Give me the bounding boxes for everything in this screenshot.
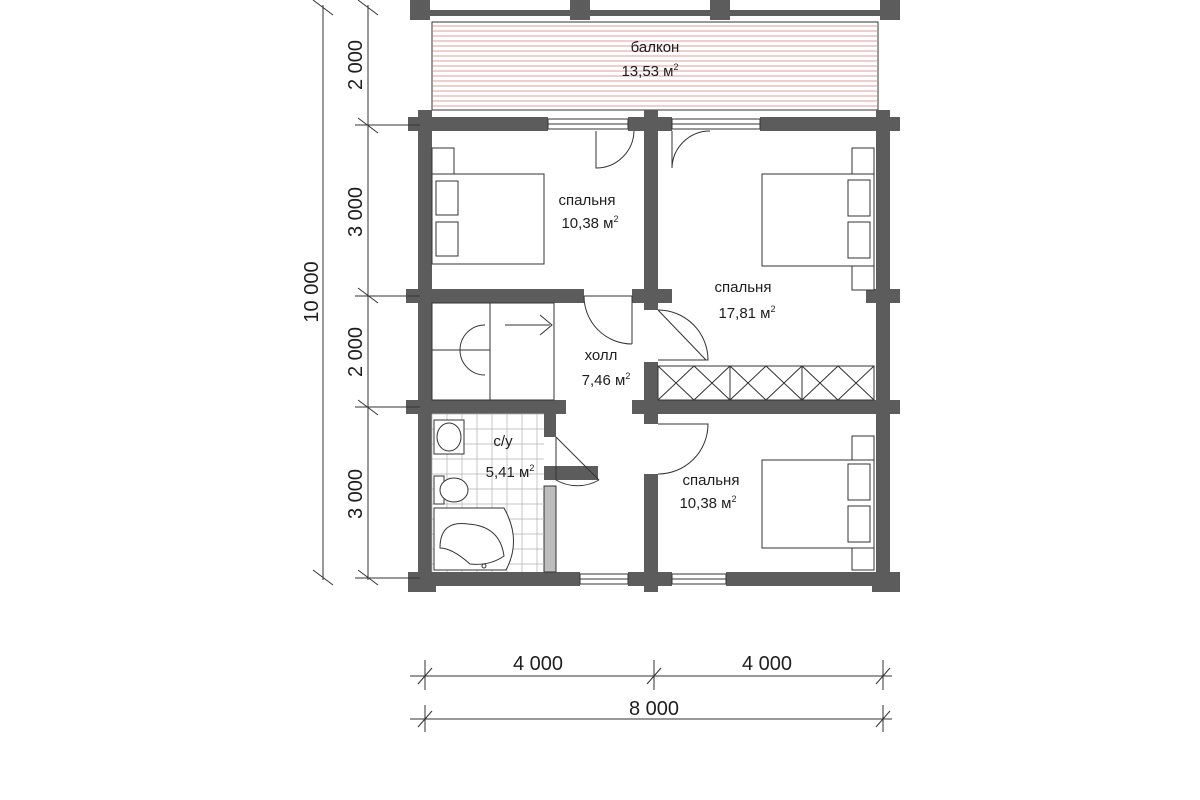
dimension-label: 2 000 [345, 39, 367, 91]
bed-top-left [432, 148, 544, 264]
doors [556, 131, 710, 486]
dimension-label: 3 000 [345, 186, 367, 238]
dimension-label: 3 000 [345, 468, 367, 520]
bed-right [762, 148, 874, 290]
balcony-area: 13,53 $м^2$ [621, 62, 679, 80]
bedroom-top-left-name: спальня [558, 192, 616, 209]
balcony-name: балкон [630, 39, 680, 56]
hall-name: холл [584, 347, 618, 364]
hall-area: 7,46 $м^2$ [581, 371, 631, 389]
dimension-label: 2 000 [345, 326, 367, 378]
bed-bottom-right [762, 436, 874, 570]
bedroom-bottom-right-name: спальня [682, 472, 740, 489]
bathroom-area: 5,41 $м^2$ [485, 463, 535, 481]
bedroom-top-left-area: 10,38 $м^2$ [561, 214, 619, 232]
dimension-label: 4 000 [512, 653, 564, 675]
bedroom-bottom-right-area: 10,38 $м^2$ [679, 494, 737, 512]
dimension-label: 4 000 [741, 653, 793, 675]
wardrobe [658, 366, 874, 400]
bathroom-name: с/у [493, 433, 513, 450]
dimension-label-total-vertical: 10 000 [301, 261, 323, 323]
staircase [432, 303, 554, 400]
bedroom-right-area: 17,81 $м^2$ [718, 304, 776, 322]
bedroom-right-name: спальня [714, 279, 772, 296]
dimension-label-total-horizontal: 8 000 [628, 698, 680, 720]
